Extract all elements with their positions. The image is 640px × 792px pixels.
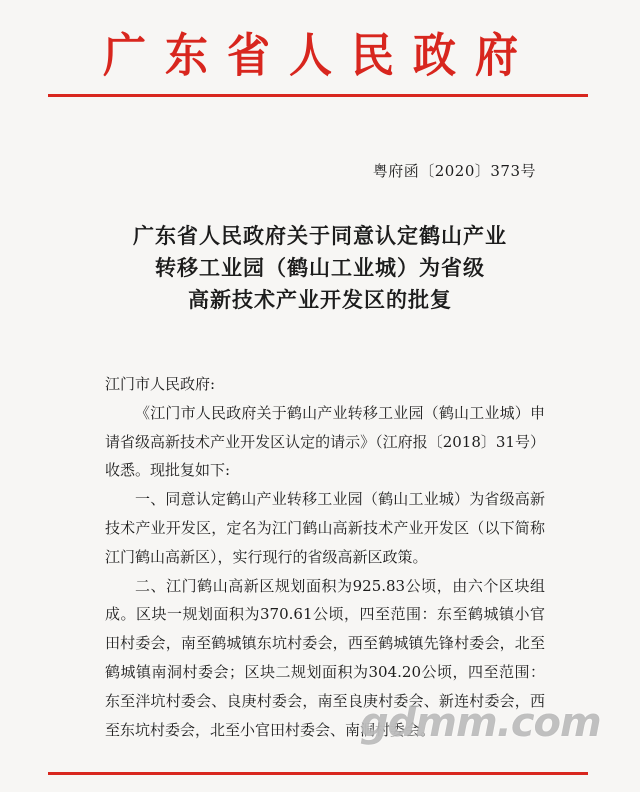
header-divider [48, 94, 588, 97]
document-title [0, 220, 640, 316]
salutation: 江门市人民政府: [105, 375, 216, 393]
letterhead [0, 22, 640, 82]
title-line: 转移工业园（鹤山工业城）为省级 [155, 256, 485, 280]
watermark: gdmm.com [360, 700, 601, 746]
body-paragraph: 二、江门鹤山高新区规划面积为925.83公顷，由六个区块组成。区块一规划面积为370.61公顷，四至范围：东至鹤城镇小官田村委会，南至鹤城镇东坑村委会，西至鹤城镇先锋村委会，北至鹤城镇南洞村委会；区块二规划面积为304.20公顷，四至范围：东至泮坑村委会、良庚村委会，南至良庚村委会、新连村委会，西至东坑村委会，北至小官田村委会、南洞村委会。 [105, 576, 545, 739]
footer-divider [48, 772, 588, 775]
document-number: 粤府函〔2020〕373号 [372, 162, 536, 180]
title-line: 广东省人民政府关于同意认定鹤山产业 [133, 224, 507, 248]
title-line: 高新技术产业开发区的批复 [188, 288, 452, 312]
document-body [105, 370, 545, 744]
issuing-agency: 广东省人民政府 [103, 29, 537, 84]
body-paragraph: 《江门市人民政府关于鹤山产业转移工业园（鹤山工业城）申请省级高新技术产业开发区认定的请示》（江府报〔2018〕31号）收悉。现批复如下: [105, 403, 545, 480]
body-paragraph: 一、同意认定鹤山产业转移工业园（鹤山工业城）为省级高新技术产业开发区，定名为江门鹤山高新技术产业开发区（以下简称江门鹤山高新区），实行现行的省级高新区政策。 [105, 490, 545, 566]
